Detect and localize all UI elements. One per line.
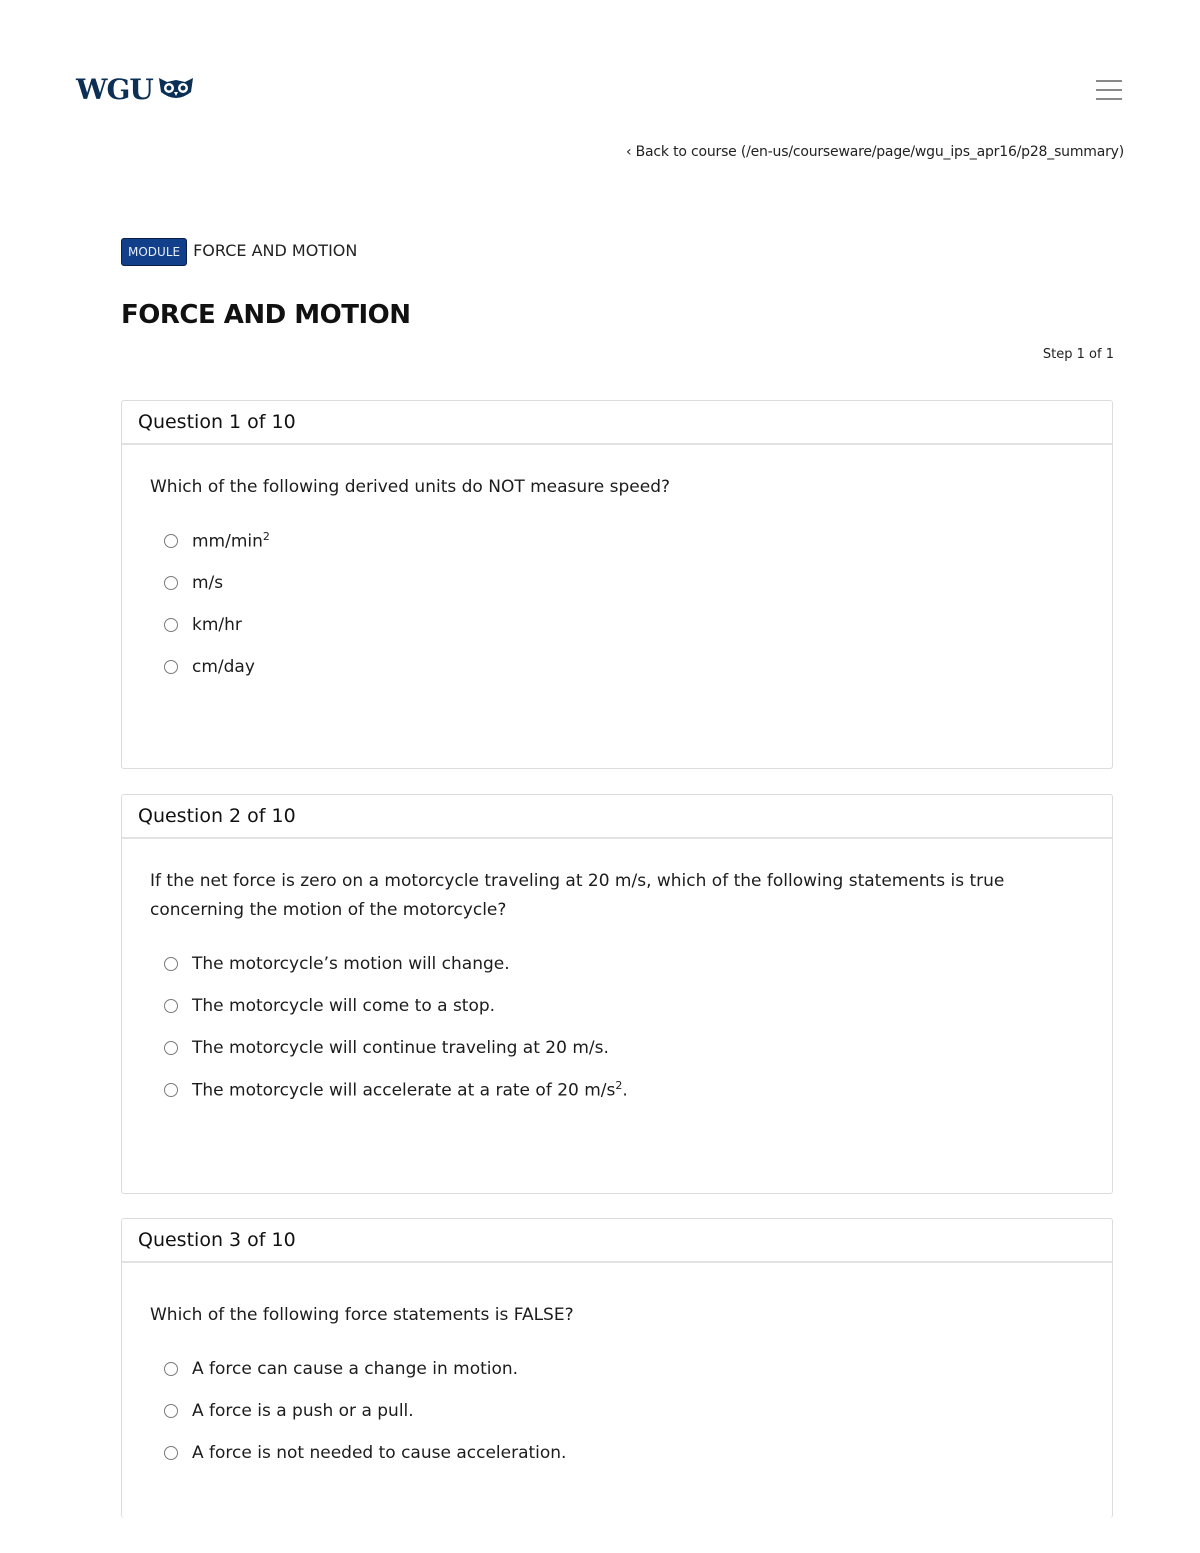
back-to-course-link[interactable]: ‹ Back to course (/en-us/courseware/page/wgu_ips_apr16/p28_summary): [626, 144, 1124, 160]
radio-button[interactable]: [164, 957, 178, 971]
answer-options: [150, 520, 1084, 688]
question-heading: Question 3 of 10: [122, 1219, 1112, 1263]
answer-label: m/s: [192, 573, 224, 593]
question-card: [121, 794, 1113, 1194]
radio-button[interactable]: [164, 1083, 178, 1097]
answer-options: [150, 1348, 1084, 1474]
answer-label: A force can cause a change in motion.: [192, 1359, 519, 1379]
radio-button[interactable]: [164, 1041, 178, 1055]
answer-option[interactable]: [164, 943, 1084, 985]
logo-text: WGU: [76, 73, 153, 106]
answer-label: The motorcycle will accelerate at a rate of 20 $m/s^2$.: [192, 1079, 628, 1101]
answer-label: A force is a push or a pull.: [192, 1401, 414, 1421]
answer-option[interactable]: [164, 1027, 1084, 1069]
question-card: [121, 1218, 1113, 1518]
answer-option[interactable]: [164, 646, 1084, 688]
question-heading: Question 1 of 10: [122, 401, 1112, 445]
answer-option[interactable]: [164, 562, 1084, 604]
radio-button[interactable]: [164, 1362, 178, 1376]
question-prompt: Which of the following force statements is FALSE?: [150, 1305, 574, 1325]
radio-button[interactable]: [164, 534, 178, 548]
answer-option[interactable]: [164, 1390, 1084, 1432]
radio-button[interactable]: [164, 1404, 178, 1418]
answer-label: A force is not needed to cause acceleration.: [192, 1443, 567, 1463]
answer-label: The motorcycle’s motion will change.: [192, 954, 510, 974]
radio-button[interactable]: [164, 618, 178, 632]
question-heading: Question 2 of 10: [122, 795, 1112, 839]
answer-option[interactable]: [164, 985, 1084, 1027]
answer-label: The motorcycle will continue traveling at 20 m/s.: [192, 1038, 609, 1058]
answer-label: $mm/\min^2$: [192, 530, 270, 552]
question-prompt: Which of the following derived units do NOT measure speed?: [150, 477, 671, 497]
question-prompt: If the net force is zero on a motorcycle traveling at 20 m/s, which of the following statements is true concerning the motion of the motorcycle?: [150, 871, 1005, 920]
answer-option[interactable]: [164, 520, 1084, 562]
answer-option[interactable]: [164, 1432, 1084, 1474]
hamburger-menu-icon[interactable]: [1096, 80, 1122, 102]
step-indicator: Step 1 of 1: [1042, 347, 1114, 362]
answer-label: km/hr: [192, 615, 242, 635]
module-breadcrumb: [121, 238, 357, 266]
answer-label: The motorcycle will come to a stop.: [192, 996, 496, 1016]
answer-label: cm/day: [192, 657, 255, 677]
answer-option[interactable]: [164, 1348, 1084, 1390]
owl-icon: [157, 74, 195, 106]
radio-button[interactable]: [164, 1446, 178, 1460]
answer-option[interactable]: [164, 1069, 1084, 1111]
module-badge: MODULE: [121, 238, 187, 266]
wgu-logo[interactable]: [76, 74, 195, 106]
module-name: FORCE AND MOTION: [193, 240, 358, 260]
answer-option[interactable]: [164, 604, 1084, 646]
question-card: [121, 400, 1113, 769]
answer-options: [150, 943, 1084, 1111]
page-title: FORCE AND MOTION: [121, 300, 411, 330]
radio-button[interactable]: [164, 999, 178, 1013]
radio-button[interactable]: [164, 660, 178, 674]
radio-button[interactable]: [164, 576, 178, 590]
